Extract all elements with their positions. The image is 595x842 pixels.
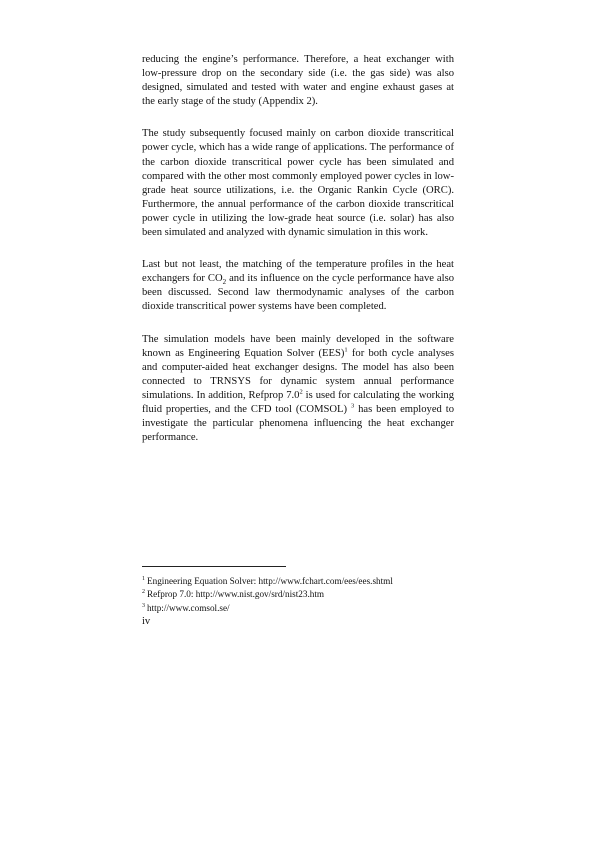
paragraph-text-part3: is used for calculating the working fluid properties, and the CFD tool (COMSOL) — [142, 389, 454, 415]
footnote-ref-2[interactable]: 2 — [299, 388, 303, 396]
footnote-marker-3: 3 — [142, 602, 145, 609]
footnotes-section — [142, 566, 472, 628]
footnote-2 — [142, 588, 472, 601]
footnote-text-1[interactable]: Engineering Equation Solver: http://www.fchart.com/ees/ees.shtml — [147, 576, 393, 586]
paragraph-temperature-matching — [142, 258, 454, 314]
footnote-text-3[interactable]: http://www.comsol.se/ — [147, 602, 230, 613]
paragraph-heat-exchanger: reducing the engine’s performance. Therefore, a heat exchanger with low-pressure drop on the secondary side (i.e. the gas side) was also designed, simulated and tested with water and engine exhaust gases at the early stage of the study (Appendix 2). — [142, 54, 454, 108]
paragraph-text-after-co2: and its influence on the cycle performance have also been discussed. Second law thermodynamic analyses of the carbon dioxide transcritical power systems have been completed. — [142, 273, 454, 313]
paragraph-study-focus: The study subsequently focused mainly on carbon dioxide transcritical power cycle, which has a wide range of applications. The performance of the carbon dioxide transcritical power cycle has been simulated and compared with the other most commonly employed power cycles in low-grade heat source utilizations, i.e. the Organic Rankin Cycle (ORC). Furthermore, the annual performance of the carbon dioxide transcritical power cycle in utilizing the low-grade heat source (i.e. solar) has also been simulated and analyzed with dynamic simulation in this work. — [142, 128, 454, 239]
footnote-marker-2: 2 — [142, 589, 145, 596]
paragraph-text-part4: has been employed to investigate the particular phenomena influencing the heat exchanger performance. — [142, 403, 454, 444]
paragraph-text-part2: for both cycle analyses and computer-aided heat exchanger designs. The model has also been connected to TRNSYS for dynamic system annual performance simulations. In addition, Refprop 7.0 — [142, 347, 454, 401]
footnote-ref-1[interactable]: 1 — [344, 346, 348, 354]
co2-subscript: 2 — [222, 278, 227, 287]
paragraph-text-part1: The simulation models have been mainly developed in the software known as Engineering Equation Solver (EES) — [142, 333, 454, 359]
footnote-text-2[interactable]: Refprop 7.0: http://www.nist.gov/srd/nist23.htm — [147, 589, 325, 600]
paragraph-text-before-co2: Last but not least, the matching of the temperature profiles in the heat exchangers for CO — [142, 259, 454, 285]
document-body — [142, 53, 454, 463]
page-number: iv — [142, 616, 151, 628]
footnote-divider — [142, 566, 286, 567]
footnote-1 — [142, 575, 472, 588]
footnote-marker-1: 1 — [142, 575, 145, 582]
paragraph-simulation-models — [142, 333, 454, 446]
footnote-ref-3[interactable]: 3 — [350, 402, 355, 410]
footnote-3 — [142, 602, 472, 615]
